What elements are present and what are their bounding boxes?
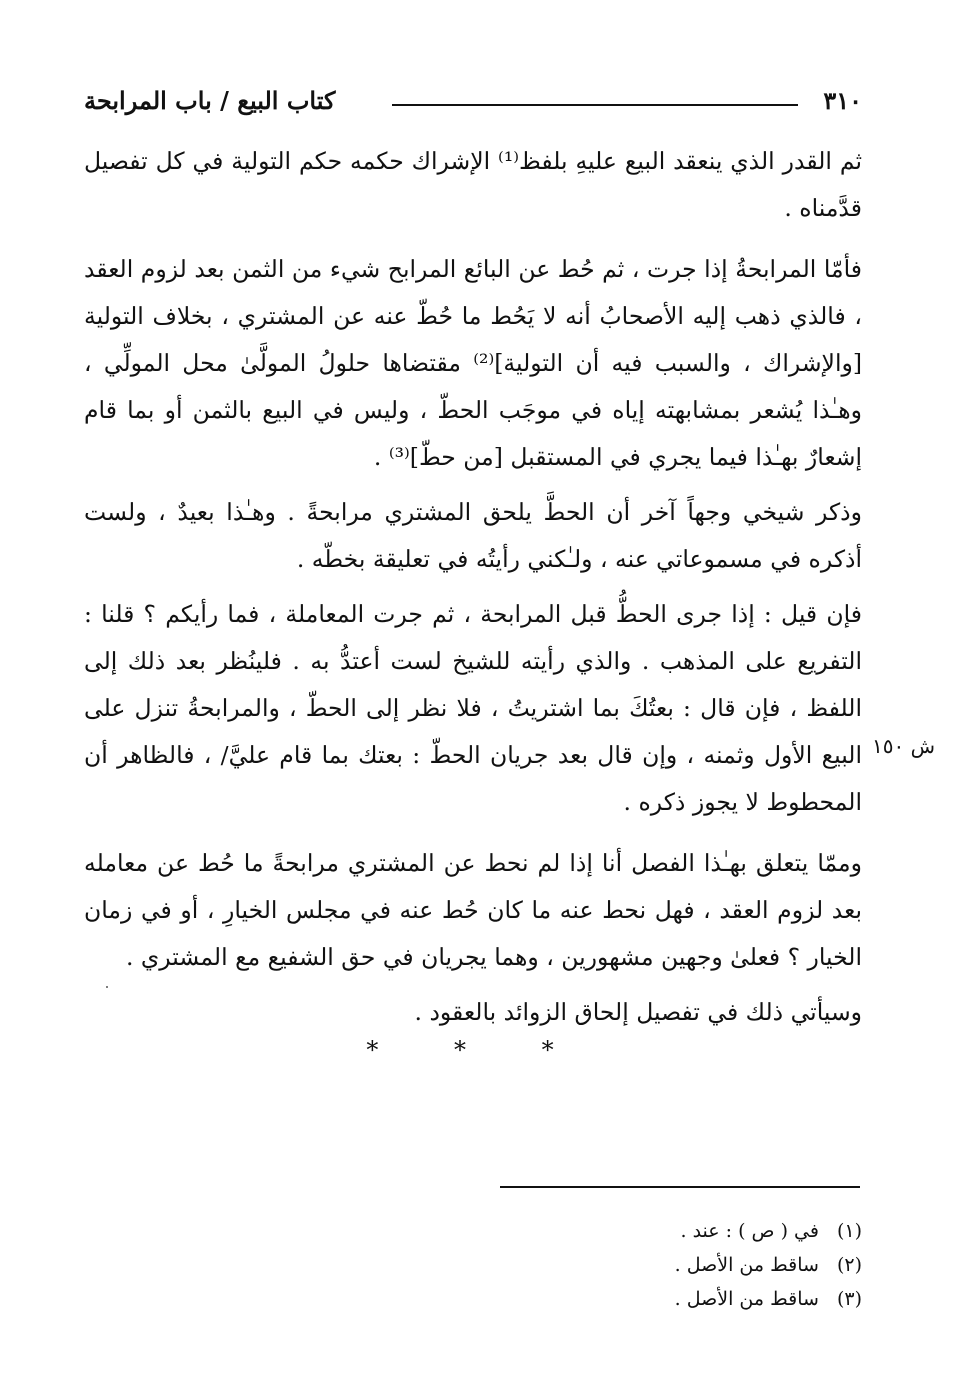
paragraph-6: وسيأتي ذلك في تفصيل إلحاق الزوائد بالعقود . — [414, 998, 862, 1026]
footnote-text: في ( ص ) : عند . — [680, 1220, 819, 1242]
footnote-text: ساقط من الأصل . — [674, 1288, 819, 1310]
footnote-marker: (٢) — [836, 1254, 862, 1276]
footnote-text: ساقط من الأصل . — [674, 1254, 819, 1276]
page-number: ٣١٠ — [823, 86, 862, 115]
paragraph-4: فإن قيل : إذا جرى الحطُّ قبل المرابحة ، ثم جرت المعاملة ، فما رأيكم ؟ قلنا : التفريع على المذهب . والذي رأيته للشيخ لست أعتدُّ به . فلينُظر بعد ذلك إلى اللفظ ، فإن قال : بعتُكَ بما اشتريتُ ، فلا نظر إلى الحطّ ، والمرابحةُ تنزل على البيع الأول وثمنه ، وإن قال بعد جريان الحطّ : بعتك بما قام عليَّ/ ، فالظاهر أن المحطوط لا يجوز ذكره . — [84, 600, 862, 816]
page-header — [84, 80, 862, 120]
section-separator: * * * — [366, 1036, 588, 1064]
manuscript-folio-note: ش ١٥٠ — [872, 734, 936, 758]
footnotes — [675, 1214, 862, 1316]
paragraph-1: ثم القدر الذي ينعقد البيع عليهِ بلفظ⁽¹⁾ الإشراك حكمه حكم التولية في كل تفصيل قدَّمناه . — [84, 147, 862, 222]
scan-speck — [106, 986, 108, 988]
footnote-marker: (٣) — [836, 1288, 862, 1310]
main-text — [84, 138, 862, 1036]
header-rule — [392, 104, 798, 106]
footnote-3 — [675, 1282, 862, 1316]
paragraph-5: وممّا يتعلق بهـٰذا الفصل أنا إذا لم نحط عن المشتري مرابحةً ما حُط عن معامله بعد لزوم العقد ، فهل نحط عنه ما كان حُط عنه في مجلس الخيارِ ، أو في زمان الخيار ؟ فعلىٰ وجهين مشهورين ، وهما يجريان في حق الشفيع مع المشتري . — [84, 849, 862, 971]
footnote-1 — [675, 1214, 862, 1248]
paragraph-2: فأمّا المرابحةُ إذا جرت ، ثم حُط عن البائع المرابح شيء من الثمن بعد لزوم العقد ، فالذي ذهب إليه الأصحابُ أنه لا يَحُط ما حُطّ عنه عن المشتري ، بخلاف التولية [والإشراك ، والسبب فيه أن التولية]⁽²⁾ مقتضاها حلولُ المولَّىٰ محل المولِّي ، وهـٰذا يُشعر بمشابهته إياه في موجَب الحطّ ، وليس في البيع بالثمن أو بما قام إشعارٌ بهـٰذا فيما يجري في المستقبل [من حطّ]⁽³⁾ . — [84, 255, 862, 471]
paragraph-3: وذكر شيخي وجهاً آخر أن الحطَّ يلحق المشتري مرابحةً . وهـٰذا بعيدٌ ، ولست أذكره في مسموعاتي عنه ، ولـٰكني رأيتُه في تعليقة بخطّه . — [84, 498, 862, 573]
footnote-rule — [500, 1186, 860, 1188]
footnote-marker: (١) — [836, 1220, 862, 1242]
footnote-2 — [675, 1248, 862, 1282]
running-title: كتاب البيع / باب المرابحة — [84, 86, 336, 115]
